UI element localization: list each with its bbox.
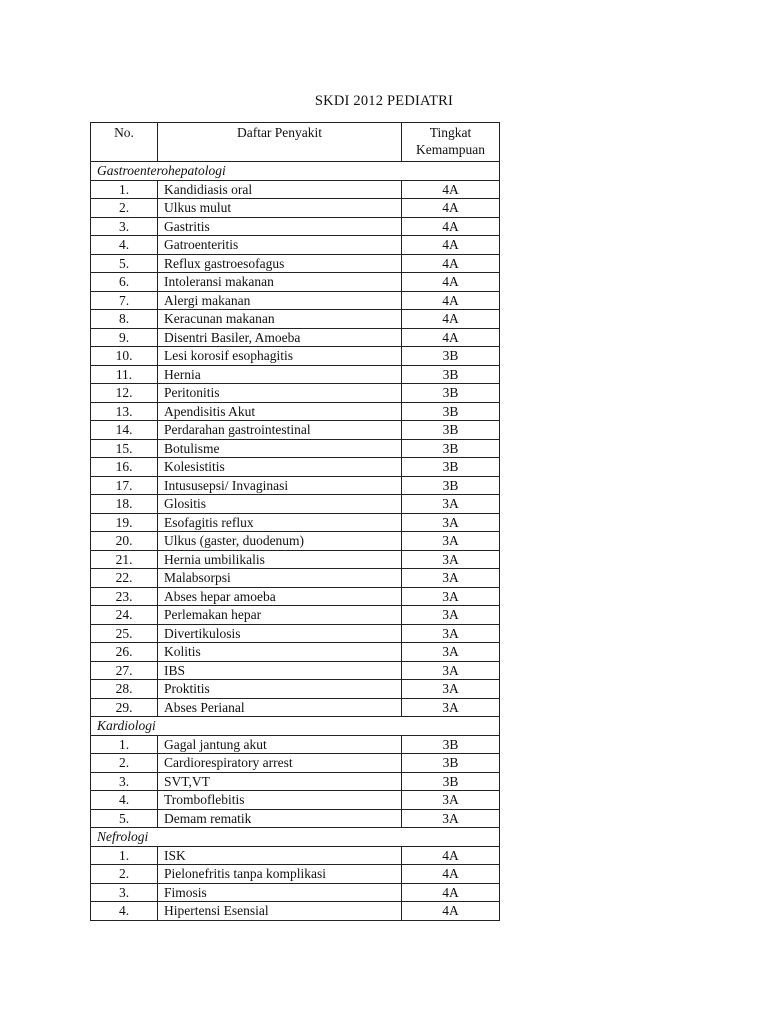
row-number: 13. (91, 402, 158, 421)
table-row (91, 180, 500, 199)
section-title: Nefrologi (91, 828, 500, 847)
table-row (91, 217, 500, 236)
disease-name: Keracunan makanan (158, 310, 402, 329)
row-number: 28. (91, 680, 158, 699)
disease-name: Divertikulosis (158, 624, 402, 643)
competency-level: 3A (402, 606, 500, 625)
table-row (91, 273, 500, 292)
disease-name: Hernia (158, 365, 402, 384)
competency-level: 3B (402, 365, 500, 384)
competency-level: 3A (402, 550, 500, 569)
disease-name: SVT,VT (158, 772, 402, 791)
competency-level: 4A (402, 254, 500, 273)
table-row (91, 365, 500, 384)
row-number: 5. (91, 809, 158, 828)
competency-level: 3A (402, 680, 500, 699)
competency-level: 4A (402, 199, 500, 218)
disease-name: Proktitis (158, 680, 402, 699)
disease-name: Kolitis (158, 643, 402, 662)
competency-level: 3A (402, 569, 500, 588)
disease-name: Abses Perianal (158, 698, 402, 717)
disease-name: Pielonefritis tanpa komplikasi (158, 865, 402, 884)
competency-level: 3A (402, 661, 500, 680)
disease-name: Demam rematik (158, 809, 402, 828)
table-row (91, 439, 500, 458)
disease-name: Botulisme (158, 439, 402, 458)
disease-name: ISK (158, 846, 402, 865)
row-number: 25. (91, 624, 158, 643)
row-number: 12. (91, 384, 158, 403)
table-row (91, 384, 500, 403)
table-row (91, 458, 500, 477)
table-row (91, 643, 500, 662)
row-number: 4. (91, 236, 158, 255)
row-number: 2. (91, 754, 158, 773)
table-header-row (91, 123, 500, 162)
table-row (91, 754, 500, 773)
competency-level: 3B (402, 754, 500, 773)
table-body (91, 162, 500, 921)
table-row (91, 495, 500, 514)
table-row (91, 624, 500, 643)
header-no: No. (91, 123, 158, 162)
row-number: 10. (91, 347, 158, 366)
competency-level: 3B (402, 458, 500, 477)
competency-level: 3B (402, 347, 500, 366)
disease-name: Apendisitis Akut (158, 402, 402, 421)
row-number: 21. (91, 550, 158, 569)
disease-name: Intoleransi makanan (158, 273, 402, 292)
competency-level: 4A (402, 180, 500, 199)
disease-name: Alergi makanan (158, 291, 402, 310)
competency-level: 4A (402, 291, 500, 310)
row-number: 16. (91, 458, 158, 477)
header-level: Tingkat Kemampuan (402, 123, 500, 162)
disease-name: Gagal jantung akut (158, 735, 402, 754)
disease-name: Kolesistitis (158, 458, 402, 477)
row-number: 27. (91, 661, 158, 680)
row-number: 5. (91, 254, 158, 273)
disease-name: Peritonitis (158, 384, 402, 403)
competency-level: 3A (402, 587, 500, 606)
disease-name: Fimosis (158, 883, 402, 902)
competency-level: 4A (402, 328, 500, 347)
disease-name: Cardiorespiratory arrest (158, 754, 402, 773)
competency-level: 4A (402, 902, 500, 921)
row-number: 17. (91, 476, 158, 495)
row-number: 26. (91, 643, 158, 662)
row-number: 20. (91, 532, 158, 551)
row-number: 1. (91, 180, 158, 199)
section-row (91, 828, 500, 847)
disease-name: Reflux gastroesofagus (158, 254, 402, 273)
table-row (91, 402, 500, 421)
table-row (91, 883, 500, 902)
row-number: 19. (91, 513, 158, 532)
table-row (91, 661, 500, 680)
section-title: Gastroenterohepatologi (91, 162, 500, 181)
table-row (91, 606, 500, 625)
disease-name: IBS (158, 661, 402, 680)
row-number: 18. (91, 495, 158, 514)
table-row (91, 347, 500, 366)
disease-name: Malabsorpsi (158, 569, 402, 588)
disease-name: Abses hepar amoeba (158, 587, 402, 606)
disease-name: Kandidiasis oral (158, 180, 402, 199)
table-row (91, 550, 500, 569)
disease-name: Glositis (158, 495, 402, 514)
row-number: 7. (91, 291, 158, 310)
competency-level: 3B (402, 772, 500, 791)
competency-level: 4A (402, 846, 500, 865)
disease-competency-table (90, 122, 500, 921)
row-number: 4. (91, 902, 158, 921)
competency-level: 3B (402, 384, 500, 403)
table-row (91, 569, 500, 588)
table-row (91, 199, 500, 218)
row-number: 14. (91, 421, 158, 440)
row-number: 8. (91, 310, 158, 329)
competency-level: 3A (402, 809, 500, 828)
competency-level: 3B (402, 439, 500, 458)
disease-name: Perlemakan hepar (158, 606, 402, 625)
competency-level: 3A (402, 643, 500, 662)
row-number: 9. (91, 328, 158, 347)
row-number: 3. (91, 217, 158, 236)
row-number: 3. (91, 772, 158, 791)
table-row (91, 236, 500, 255)
disease-name: Intususepsi/ Invaginasi (158, 476, 402, 495)
row-number: 3. (91, 883, 158, 902)
row-number: 2. (91, 865, 158, 884)
competency-level: 3A (402, 698, 500, 717)
header-disease: Daftar Penyakit (158, 123, 402, 162)
table-row (91, 587, 500, 606)
competency-level: 4A (402, 236, 500, 255)
row-number: 22. (91, 569, 158, 588)
table-row (91, 254, 500, 273)
competency-level: 3A (402, 495, 500, 514)
disease-name: Hipertensi Esensial (158, 902, 402, 921)
section-row (91, 717, 500, 736)
competency-level: 3B (402, 402, 500, 421)
competency-level: 3A (402, 624, 500, 643)
disease-name: Gatroenteritis (158, 236, 402, 255)
table-row (91, 809, 500, 828)
table-row (91, 772, 500, 791)
competency-level: 4A (402, 273, 500, 292)
disease-name: Ulkus mulut (158, 199, 402, 218)
table-row (91, 532, 500, 551)
table-row (91, 680, 500, 699)
disease-name: Hernia umbilikalis (158, 550, 402, 569)
table-row (91, 328, 500, 347)
competency-level: 4A (402, 217, 500, 236)
row-number: 24. (91, 606, 158, 625)
disease-name: Tromboflebitis (158, 791, 402, 810)
section-row (91, 162, 500, 181)
competency-level: 3B (402, 735, 500, 754)
table-row (91, 698, 500, 717)
competency-level: 3B (402, 421, 500, 440)
table-row (91, 902, 500, 921)
row-number: 1. (91, 846, 158, 865)
disease-name: Gastritis (158, 217, 402, 236)
section-title: Kardiologi (91, 717, 500, 736)
table-row (91, 865, 500, 884)
disease-name: Lesi korosif esophagitis (158, 347, 402, 366)
table-row (91, 421, 500, 440)
table-row (91, 735, 500, 754)
disease-name: Disentri Basiler, Amoeba (158, 328, 402, 347)
table-row (91, 291, 500, 310)
competency-level: 4A (402, 883, 500, 902)
table-row (91, 476, 500, 495)
competency-level: 3A (402, 791, 500, 810)
table-row (91, 846, 500, 865)
row-number: 1. (91, 735, 158, 754)
competency-level: 4A (402, 865, 500, 884)
table-row (91, 513, 500, 532)
row-number: 29. (91, 698, 158, 717)
disease-name: Ulkus (gaster, duodenum) (158, 532, 402, 551)
row-number: 15. (91, 439, 158, 458)
row-number: 4. (91, 791, 158, 810)
competency-level: 4A (402, 310, 500, 329)
table-row (91, 310, 500, 329)
disease-name: Perdarahan gastrointestinal (158, 421, 402, 440)
row-number: 6. (91, 273, 158, 292)
row-number: 2. (91, 199, 158, 218)
competency-level: 3A (402, 532, 500, 551)
row-number: 11. (91, 365, 158, 384)
table-row (91, 791, 500, 810)
competency-level: 3B (402, 476, 500, 495)
competency-level: 3A (402, 513, 500, 532)
disease-name: Esofagitis reflux (158, 513, 402, 532)
row-number: 23. (91, 587, 158, 606)
document-title: SKDI 2012 PEDIATRI (314, 93, 454, 109)
